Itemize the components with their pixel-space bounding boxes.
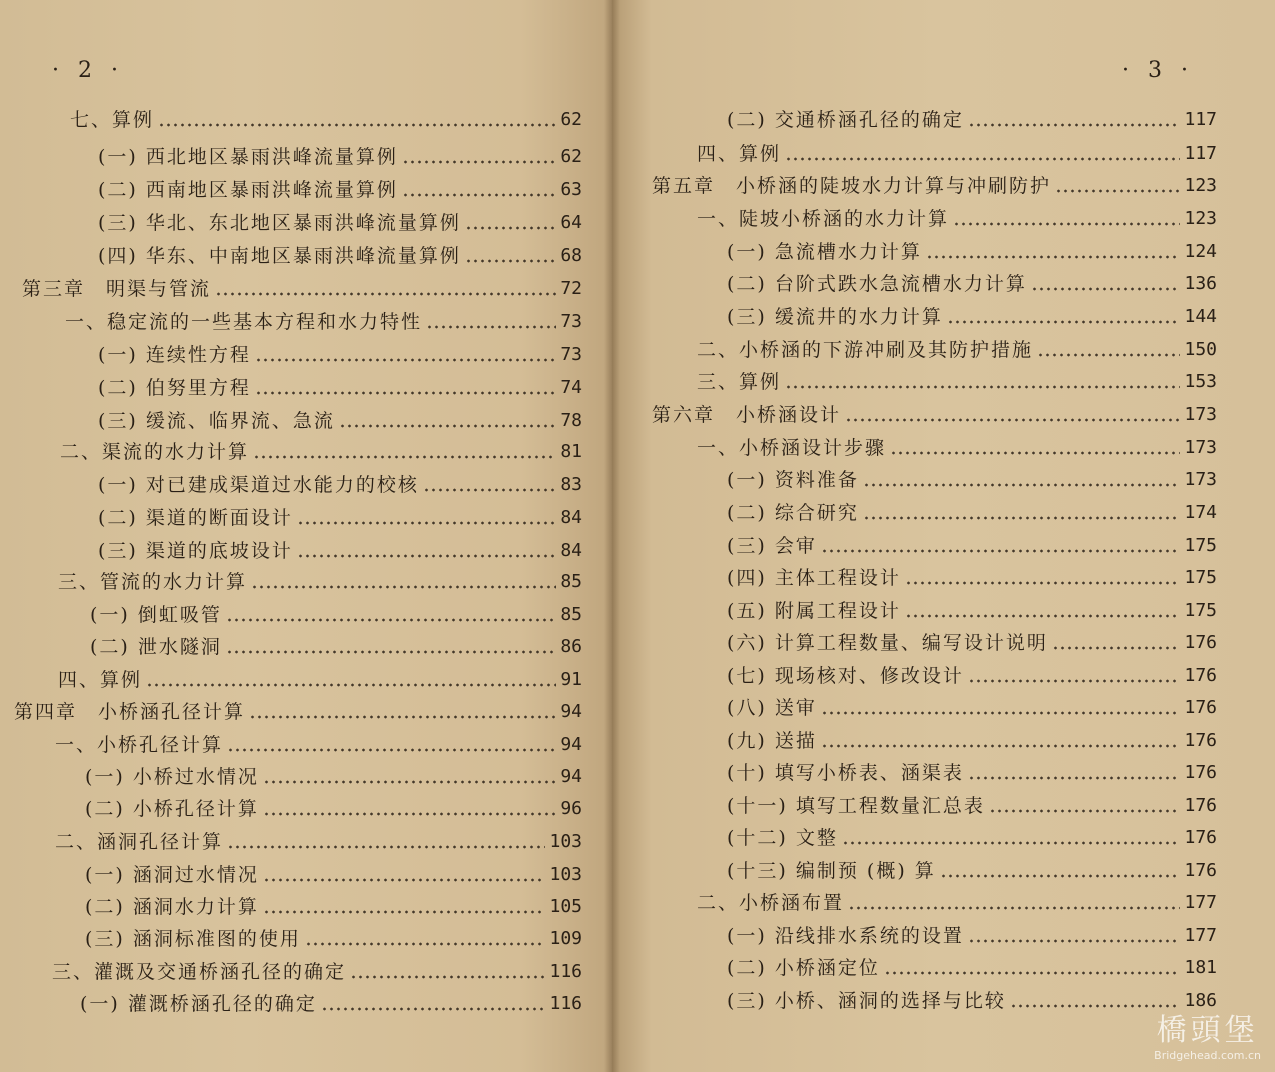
toc-entry	[85, 859, 582, 887]
toc-entry-title: (三) 华北、东北地区暴雨洪峰流量算例	[98, 212, 461, 234]
toc-entry	[98, 469, 582, 497]
toc-entry	[60, 436, 582, 464]
toc-entry-page: 173	[1184, 469, 1217, 490]
toc-entry	[727, 822, 1217, 850]
toc-entry-title: (十三) 编制预 (概) 算	[727, 860, 936, 882]
toc-entry-page: 150	[1184, 339, 1217, 360]
toc-entry	[98, 174, 582, 202]
toc-entry-title: (一) 小桥过水情况	[85, 766, 259, 788]
toc-entry-page: 103	[549, 864, 582, 885]
dot-leader	[249, 715, 556, 719]
dot-leader	[297, 521, 556, 525]
dot-leader	[905, 614, 1181, 618]
toc-entry-title: 第六章 小桥涵设计	[652, 404, 842, 426]
dot-leader	[305, 942, 546, 946]
toc-entry-page: 175	[1184, 600, 1217, 621]
toc-entry-title: 四、算例	[58, 669, 143, 691]
toc-entry-title: (十) 填写小桥表、涵渠表	[727, 762, 964, 784]
toc-entry	[22, 273, 582, 301]
toc-entry-title: (二) 小桥涵定位	[727, 957, 880, 979]
dot-leader	[146, 683, 556, 687]
toc-entry	[65, 306, 582, 334]
toc-entry	[90, 599, 582, 627]
page-number: · 3 ·	[1122, 58, 1194, 83]
toc-entry-title: 第五章 小桥涵的陡坡水力计算与冲刷防护	[652, 175, 1052, 197]
toc-entry	[652, 170, 1217, 198]
toc-entry-title: (一) 涵洞过水情况	[85, 864, 259, 886]
dot-leader	[226, 618, 556, 622]
toc-entry-page: 94	[560, 766, 582, 787]
toc-entry-page: 173	[1184, 404, 1217, 425]
dot-leader	[1037, 353, 1180, 357]
dot-leader	[842, 841, 1181, 845]
toc-entry-page: 176	[1184, 795, 1217, 816]
toc-entry	[727, 497, 1217, 525]
dot-leader	[226, 650, 556, 654]
toc-entry-page: 177	[1184, 892, 1217, 913]
toc-entry-title: (三) 小桥、涵洞的选择与比较	[727, 990, 1006, 1012]
toc-entry-title: (一) 急流槽水力计算	[727, 241, 922, 263]
dot-leader	[255, 391, 556, 395]
toc-entry-title: (一) 灌溉桥涵孔径的确定	[80, 993, 317, 1015]
dot-leader	[890, 451, 1180, 455]
toc-entry	[58, 664, 582, 692]
dot-leader	[968, 123, 1181, 127]
toc-entry-title: (二) 伯努里方程	[98, 377, 251, 399]
page-number: · 2 ·	[52, 58, 124, 83]
toc-entry	[727, 757, 1217, 785]
dot-leader	[947, 320, 1181, 324]
dot-leader	[785, 385, 1180, 389]
toc-entry-page: 173	[1184, 437, 1217, 458]
toc-entry-page: 175	[1184, 535, 1217, 556]
toc-entry-title: 三、灌溉及交通桥涵孔径的确定	[52, 961, 347, 983]
toc-entry-page: 68	[560, 245, 582, 266]
dot-leader	[863, 516, 1181, 520]
toc-entry-title: (二) 西南地区暴雨洪峰流量算例	[98, 179, 398, 201]
toc-entry	[70, 104, 582, 132]
toc-entry	[85, 923, 582, 951]
toc-entry-title: (二) 交通桥涵孔径的确定	[727, 109, 964, 131]
toc-entry-page: 85	[560, 604, 582, 625]
toc-entry-title: (一) 资料准备	[727, 469, 859, 491]
toc-entry-page: 176	[1184, 730, 1217, 751]
dot-leader	[465, 259, 556, 263]
toc-entry-page: 103	[549, 831, 582, 852]
dot-leader	[402, 193, 556, 197]
toc-entry-page: 124	[1184, 241, 1217, 262]
toc-entry-title: (三) 会审	[727, 535, 817, 557]
watermark-cn: 橋頭堡	[1156, 1013, 1259, 1048]
book-gutter	[604, 0, 620, 1072]
toc-entry-page: 176	[1184, 860, 1217, 881]
toc-entry	[697, 366, 1217, 394]
toc-entry-title: (三) 缓流、临界流、急流	[98, 410, 335, 432]
toc-entry	[727, 692, 1217, 720]
dot-leader	[253, 455, 556, 459]
toc-entry-title: (一) 连续性方程	[98, 344, 251, 366]
toc-entry	[697, 203, 1217, 231]
dot-leader	[968, 939, 1181, 943]
dot-leader	[402, 160, 556, 164]
dot-leader	[989, 809, 1181, 813]
toc-entry	[727, 236, 1217, 264]
toc-entry-page: 176	[1184, 827, 1217, 848]
left-page	[0, 0, 612, 1072]
toc-entry	[98, 502, 582, 530]
toc-entry-title: 一、陡坡小桥涵的水力计算	[697, 208, 950, 230]
toc-entry	[727, 725, 1217, 753]
toc-entry	[98, 372, 582, 400]
dot-leader	[215, 292, 556, 296]
dot-leader	[426, 325, 556, 329]
toc-entry-page: 84	[560, 507, 582, 528]
toc-entry-page: 176	[1184, 697, 1217, 718]
dot-leader	[251, 585, 556, 589]
toc-entry	[727, 562, 1217, 590]
toc-entry-title: (三) 渠道的底坡设计	[98, 540, 293, 562]
toc-entry	[80, 988, 582, 1016]
dot-leader	[263, 910, 546, 914]
dot-leader	[848, 906, 1180, 910]
toc-entry	[727, 464, 1217, 492]
dot-leader	[884, 971, 1181, 975]
toc-entry-title: 二、渠流的水力计算	[60, 441, 250, 463]
toc-entry-title: 第三章 明渠与管流	[22, 278, 212, 300]
toc-entry-title: 七、算例	[70, 109, 155, 131]
toc-entry-title: (二) 综合研究	[727, 502, 859, 524]
toc-entry	[727, 268, 1217, 296]
dot-leader	[821, 711, 1181, 715]
toc-entry	[727, 530, 1217, 558]
dot-leader	[321, 1007, 546, 1011]
dot-leader	[821, 744, 1181, 748]
toc-entry-title: (二) 泄水隧洞	[90, 636, 222, 658]
toc-entry	[727, 985, 1217, 1013]
toc-entry-page: 73	[560, 311, 582, 332]
dot-leader	[227, 845, 545, 849]
toc-entry-page: 86	[560, 636, 582, 657]
dot-leader	[339, 424, 556, 428]
toc-entry-title: 三、管流的水力计算	[58, 571, 248, 593]
dot-leader	[845, 418, 1180, 422]
toc-entry-page: 78	[560, 410, 582, 431]
toc-entry-title: (六) 计算工程数量、编写设计说明	[727, 632, 1048, 654]
toc-entry	[98, 405, 582, 433]
toc-entry-title: (二) 涵洞水力计算	[85, 896, 259, 918]
toc-entry-title: (二) 台阶式跌水急流槽水力计算	[727, 273, 1027, 295]
dot-leader	[940, 874, 1181, 878]
toc-entry	[98, 339, 582, 367]
toc-entry-title: 一、小桥涵设计步骤	[697, 437, 887, 459]
toc-entry-title: 三、算例	[697, 371, 782, 393]
toc-entry-title: 四、算例	[697, 143, 782, 165]
toc-entry-title: 二、涵洞孔径计算	[55, 831, 224, 853]
toc-entry-page: 175	[1184, 567, 1217, 588]
toc-entry-title: (四) 华东、中南地区暴雨洪峰流量算例	[98, 245, 461, 267]
toc-entry-page: 81	[560, 441, 582, 462]
toc-entry-page: 84	[560, 540, 582, 561]
toc-entry	[727, 104, 1217, 132]
toc-entry-title: (五) 附属工程设计	[727, 600, 901, 622]
toc-entry-page: 176	[1184, 762, 1217, 783]
toc-entry-page: 72	[560, 278, 582, 299]
toc-entry-page: 117	[1184, 109, 1217, 130]
toc-entry-title: (一) 西北地区暴雨洪峰流量算例	[98, 146, 398, 168]
toc-entry-page: 109	[549, 928, 582, 949]
toc-entry-page: 64	[560, 212, 582, 233]
toc-entry-page: 116	[549, 993, 582, 1014]
dot-leader	[968, 679, 1181, 683]
toc-entry-page: 91	[560, 669, 582, 690]
toc-entry-page: 144	[1184, 306, 1217, 327]
toc-entry	[727, 920, 1217, 948]
dot-leader	[863, 483, 1181, 487]
toc-entry-title: (三) 涵洞标准图的使用	[85, 928, 301, 950]
dot-leader	[263, 780, 556, 784]
toc-entry	[727, 595, 1217, 623]
toc-entry-title: (一) 倒虹吸管	[90, 604, 222, 626]
dot-leader	[1055, 189, 1180, 193]
dot-leader	[953, 222, 1180, 226]
toc-entry-title: (十一) 填写工程数量汇总表	[727, 795, 985, 817]
dot-leader	[1052, 646, 1181, 650]
toc-entry-page: 116	[549, 961, 582, 982]
toc-entry-page: 123	[1184, 208, 1217, 229]
right-page	[612, 0, 1275, 1072]
dot-leader	[905, 581, 1181, 585]
dot-leader	[968, 776, 1181, 780]
toc-entry-title: (十二) 文整	[727, 827, 838, 849]
dot-leader	[465, 226, 556, 230]
toc-entry-page: 96	[560, 798, 582, 819]
toc-entry	[85, 761, 582, 789]
toc-entry-page: 74	[560, 377, 582, 398]
toc-entry-page: 181	[1184, 957, 1217, 978]
dot-leader	[227, 748, 556, 752]
toc-entry-page: 117	[1184, 143, 1217, 164]
toc-entry-page: 174	[1184, 502, 1217, 523]
dot-leader	[1031, 287, 1181, 291]
toc-entry	[98, 535, 582, 563]
toc-entry	[98, 240, 582, 268]
toc-entry-page: 83	[560, 474, 582, 495]
toc-entry	[727, 790, 1217, 818]
dot-leader	[350, 975, 545, 979]
toc-entry	[697, 432, 1217, 460]
toc-entry-title: (八) 送审	[727, 697, 817, 719]
toc-entry-page: 73	[560, 344, 582, 365]
toc-entry	[58, 566, 582, 594]
toc-entry-title: (一) 沿线排水系统的设置	[727, 925, 964, 947]
toc-entry-page: 85	[560, 571, 582, 592]
toc-entry-page: 62	[560, 109, 582, 130]
toc-entry-title: (二) 渠道的断面设计	[98, 507, 293, 529]
toc-entry	[52, 956, 582, 984]
watermark-en: Bridgehead.com.cn	[1154, 1049, 1261, 1062]
toc-entry	[98, 207, 582, 235]
toc-entry	[727, 627, 1217, 655]
toc-entry-page: 136	[1184, 273, 1217, 294]
dot-leader	[926, 255, 1181, 259]
toc-entry-title: (九) 送描	[727, 730, 817, 752]
toc-entry	[85, 793, 582, 821]
toc-entry	[14, 696, 582, 724]
watermark-logo	[1154, 1005, 1261, 1062]
toc-entry-title: (二) 小桥孔径计算	[85, 798, 259, 820]
toc-entry-page: 176	[1184, 632, 1217, 653]
toc-entry-page: 105	[549, 896, 582, 917]
dot-leader	[255, 358, 556, 362]
dot-leader	[423, 488, 556, 492]
toc-entry	[727, 660, 1217, 688]
toc-entry-title: 一、稳定流的一些基本方程和水力特性	[65, 311, 423, 333]
toc-entry-page: 176	[1184, 665, 1217, 686]
dot-leader	[263, 812, 556, 816]
toc-entry-title: (四) 主体工程设计	[727, 567, 901, 589]
toc-entry-title: (三) 缓流井的水力计算	[727, 306, 943, 328]
dot-leader	[821, 549, 1181, 553]
dot-leader	[297, 554, 556, 558]
toc-entry-page: 94	[560, 734, 582, 755]
toc-entry-page: 62	[560, 146, 582, 167]
toc-entry	[697, 887, 1217, 915]
toc-entry	[697, 138, 1217, 166]
toc-entry	[697, 334, 1217, 362]
toc-entry-title: 一、小桥孔径计算	[55, 734, 224, 756]
toc-entry	[90, 631, 582, 659]
toc-entry-page: 186	[1184, 990, 1217, 1011]
toc-entry-title: (一) 对已建成渠道过水能力的校核	[98, 474, 419, 496]
toc-entry-title: 二、小桥涵的下游冲刷及其防护措施	[697, 339, 1034, 361]
toc-entry-page: 177	[1184, 925, 1217, 946]
toc-entry-title: 二、小桥涵布置	[697, 892, 845, 914]
toc-entry-title: (七) 现场核对、修改设计	[727, 665, 964, 687]
toc-entry	[55, 826, 582, 854]
toc-entry	[727, 301, 1217, 329]
toc-entry	[85, 891, 582, 919]
dot-leader	[263, 878, 546, 882]
toc-entry	[727, 952, 1217, 980]
toc-entry	[652, 399, 1217, 427]
toc-entry	[98, 141, 582, 169]
toc-entry-page: 153	[1184, 371, 1217, 392]
toc-entry-page: 94	[560, 701, 582, 722]
toc-entry-title: 第四章 小桥涵孔径计算	[14, 701, 246, 723]
toc-entry	[55, 729, 582, 757]
dot-leader	[785, 157, 1180, 161]
dot-leader	[158, 123, 556, 127]
toc-entry-page: 63	[560, 179, 582, 200]
toc-entry	[727, 855, 1217, 883]
toc-entry-page: 123	[1184, 175, 1217, 196]
